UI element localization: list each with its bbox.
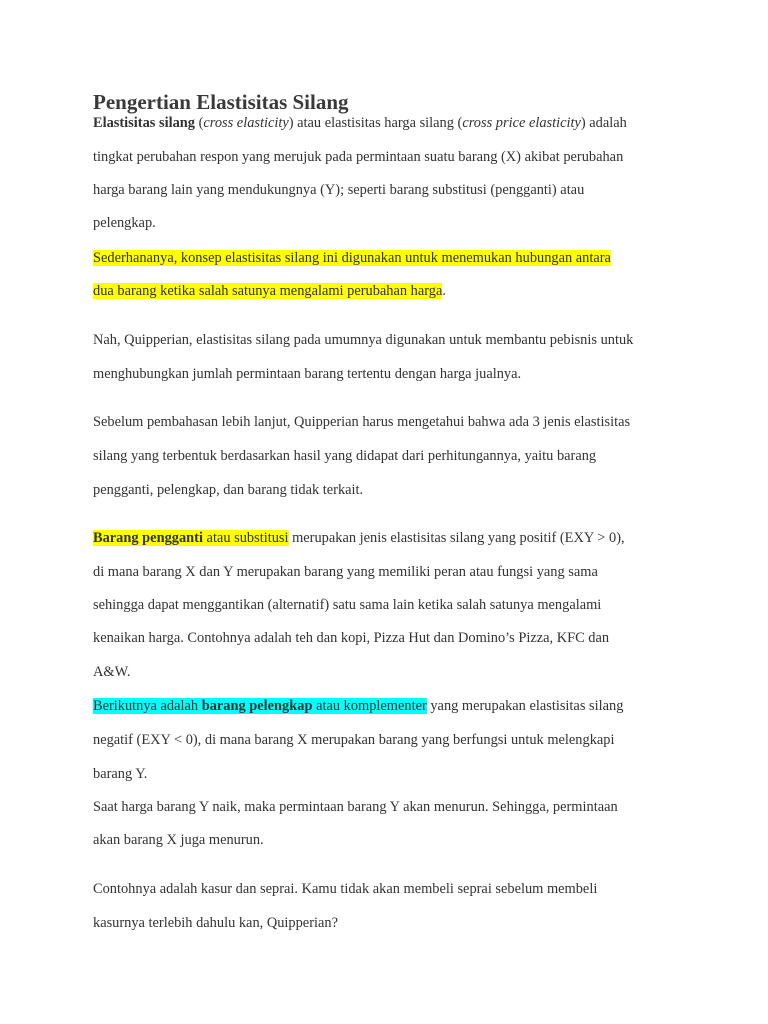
text-line [93, 113, 627, 133]
text-run: negatif (EXY < 0), di mana barang X merupakan barang yang berfungsi untuk melengkapi [93, 732, 615, 748]
text-run: harga barang lain yang mendukungnya (Y); seperti barang substitusi (pengganti) atau [93, 182, 585, 198]
text-run: merupakan jenis elastisitas silang yang positif (EXY > 0), [288, 530, 625, 546]
text-line [93, 180, 584, 200]
text-run: A&W. [93, 664, 131, 680]
text-run: Elastisitas silang [93, 115, 195, 131]
text-run: barang Y. [93, 766, 148, 782]
text-run: akan barang X juga menurun. [93, 832, 264, 848]
text-line [93, 364, 521, 384]
text-line [93, 281, 446, 301]
text-run: kenaikan harga. Contohnya adalah teh dan kopi, Pizza Hut dan Domino’s Pizza, KFC dan [93, 630, 610, 646]
highlighted-text: Sederhananya, konsep elastisitas silang ini digunakan untuk menemukan hubungan antara [93, 250, 611, 266]
text-line [93, 797, 618, 817]
text-run: Sebelum pembahasan lebih lanjut, Quipperian harus mengetahui bahwa ada 3 jenis elastisitas [93, 414, 631, 430]
text-run: yang merupakan elastisitas silang [426, 698, 624, 714]
highlighted-text: dua barang ketika salah satunya mengalami perubahan harga [93, 283, 443, 299]
text-run: kasurnya terlebih dahulu kan, Quipperian? [93, 915, 338, 931]
text-run: pengganti, pelengkap, dan barang tidak terkait. [93, 482, 364, 498]
text-run: ( [194, 115, 204, 131]
text-line [93, 913, 338, 933]
text-line [93, 330, 633, 350]
text-run: cross elasticity [203, 115, 289, 131]
text-line [93, 628, 609, 648]
text-line [93, 528, 625, 548]
text-line [93, 595, 601, 615]
text-line [93, 446, 596, 466]
text-line [93, 480, 363, 500]
highlighted-text: Barang pengganti [93, 530, 203, 546]
highlighted-text: barang pelengkap [201, 698, 313, 714]
text-run: Saat harga barang Y naik, maka permintaan barang Y akan menurun. Sehingga, permintaan [93, 799, 618, 815]
highlighted-text: atau substitusi [202, 530, 289, 546]
text-run: menghubungkan jumlah permintaan barang tertentu dengan harga jualnya. [93, 366, 522, 382]
text-line [93, 764, 147, 784]
text-line [93, 879, 597, 899]
text-run: di mana barang X dan Y merupakan barang yang memiliki peran atau fungsi yang sama [93, 564, 598, 580]
highlighted-text: Berikutnya adalah [93, 698, 202, 714]
text-line [93, 147, 623, 167]
text-run: pelengkap. [93, 215, 156, 231]
text-run: . [442, 283, 446, 299]
text-line [93, 248, 611, 268]
text-run: ) atau elastisitas harga silang ( [288, 115, 463, 131]
text-line [93, 412, 630, 432]
text-line [93, 213, 156, 233]
text-run: sehingga dapat menggantikan (alternatif) satu sama lain ketika salah satunya mengalami [93, 597, 602, 613]
text-run: Contohnya adalah kasur dan seprai. Kamu tidak akan membeli seprai sebelum membeli [93, 881, 598, 897]
text-line [93, 730, 614, 750]
text-run: cross price elasticity [462, 115, 581, 131]
text-run: Nah, Quipperian, elastisitas silang pada umumnya digunakan untuk membantu pebisnis untuk [93, 332, 634, 348]
text-run: ) adalah [580, 115, 627, 131]
page-title: Pengertian Elastisitas Silang [93, 90, 349, 114]
text-line [93, 562, 598, 582]
text-run: tingkat perubahan respon yang merujuk pada permintaan suatu barang (X) akibat perubahan [93, 149, 624, 165]
text-line [93, 696, 623, 716]
text-run: silang yang terbentuk berdasarkan hasil yang didapat dari perhitungannya, yaitu barang [93, 448, 597, 464]
highlighted-text: atau komplementer [312, 698, 427, 714]
text-line [93, 830, 264, 850]
text-line [93, 662, 130, 682]
